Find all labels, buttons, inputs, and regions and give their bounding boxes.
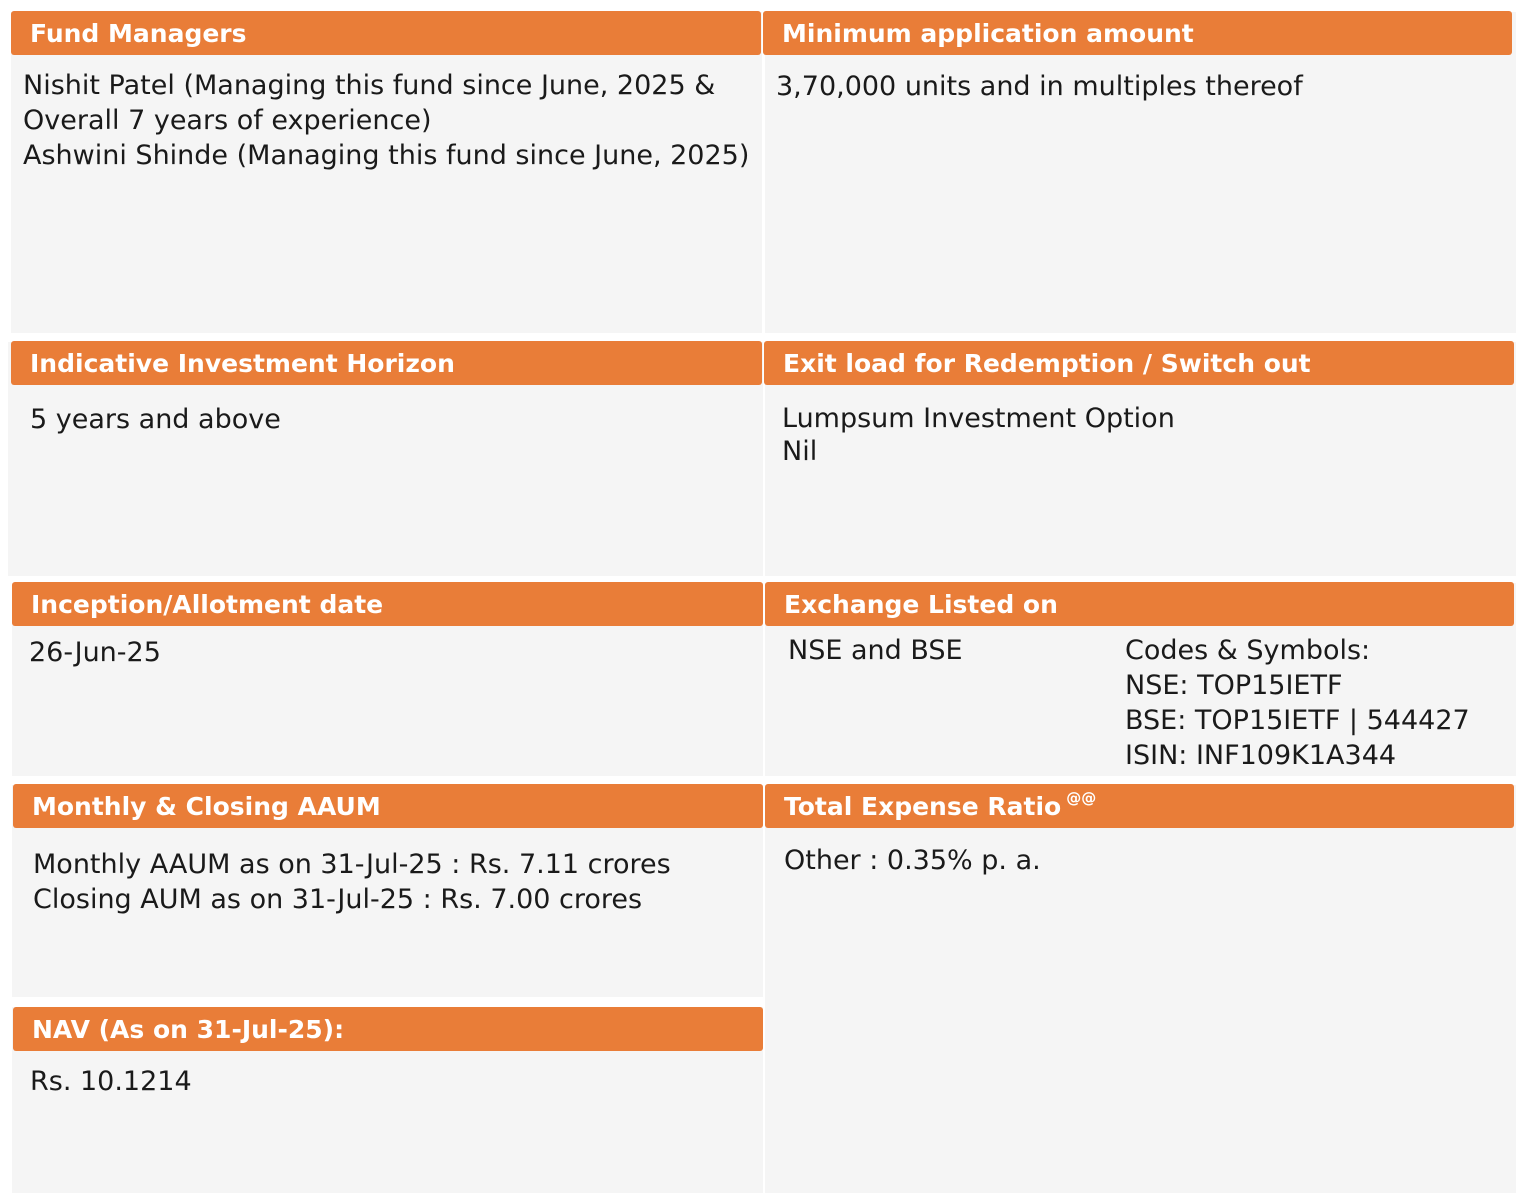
aaum-header-text: Monthly & Closing AAUM <box>32 791 381 821</box>
fund-managers-line: Nishit Patel (Managing this fund since June, 2025 & <box>23 70 716 101</box>
minimum-application-panel <box>765 12 1516 333</box>
inception-date: 26-Jun-25 <box>29 637 161 668</box>
minimum-application-header-text: Minimum application amount <box>782 18 1194 48</box>
exit-load-header <box>764 341 1514 385</box>
monthly-aaum: Monthly AAUM as on 31-Jul-25 : Rs. 7.11 crores <box>33 849 671 880</box>
isin-code: ISIN: INF109K1A344 <box>1125 740 1397 771</box>
inception-header-text: Inception/Allotment date <box>31 589 384 619</box>
closing-aum: Closing AUM as on 31-Jul-25 : Rs. 7.00 crores <box>33 884 643 915</box>
exchange-text <box>788 633 963 668</box>
exchange-list: NSE and BSE <box>788 635 963 666</box>
codes-heading: Codes & Symbols: <box>1125 635 1371 666</box>
exit-load-text <box>782 402 1175 468</box>
investment-horizon-text <box>30 402 281 437</box>
expense-ratio-header-text: Total Expense Ratio <box>784 791 1062 821</box>
aaum-header <box>13 784 763 828</box>
minimum-application-value: 3,70,000 units and in multiples thereof <box>776 71 1303 102</box>
inception-text <box>29 635 161 670</box>
expense-ratio-superscript: @@ <box>1066 788 1097 807</box>
fund-managers-header-text: Fund Managers <box>30 18 247 48</box>
expense-ratio-value: Other : 0.35% p. a. <box>784 845 1041 876</box>
expense-ratio-text <box>784 843 1041 878</box>
fund-managers-line: Overall 7 years of experience) <box>23 105 432 136</box>
fund-managers-text <box>23 68 749 173</box>
aaum-text <box>33 847 671 917</box>
nav-text <box>30 1064 192 1099</box>
nse-code: NSE: TOP15IETF <box>1125 670 1343 701</box>
investment-horizon-header-text: Indicative Investment Horizon <box>30 348 455 378</box>
exchange-codes <box>1125 633 1470 773</box>
exit-load-header-text: Exit load for Redemption / Switch out <box>783 348 1311 378</box>
exit-load-option: Lumpsum Investment Option <box>782 403 1175 434</box>
exchange-header <box>765 582 1514 626</box>
exit-load-value: Nil <box>782 436 818 467</box>
inception-header <box>12 582 763 626</box>
minimum-application-header <box>763 11 1512 55</box>
nav-header-text: NAV (As on 31-Jul-25): <box>32 1014 345 1044</box>
fund-managers-header <box>11 11 761 55</box>
bse-code: BSE: TOP15IETF | 544427 <box>1125 705 1470 736</box>
investment-horizon-header <box>11 341 762 385</box>
expense-ratio-header <box>765 784 1514 828</box>
investment-horizon-value: 5 years and above <box>30 404 281 435</box>
exchange-header-text: Exchange Listed on <box>784 589 1058 619</box>
fund-managers-line: Ashwini Shinde (Managing this fund since June, 2025) <box>23 140 750 171</box>
minimum-application-text <box>776 69 1303 104</box>
nav-value: Rs. 10.1214 <box>30 1066 192 1097</box>
nav-header <box>13 1007 763 1051</box>
